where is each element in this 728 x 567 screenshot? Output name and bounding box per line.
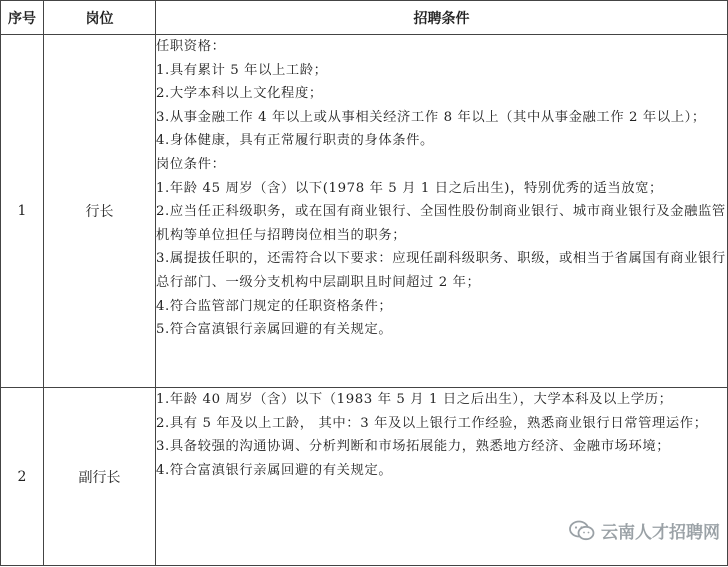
requirement-line: 2.应当任正科级职务，或在国有商业银行、全国性股份制商业银行、城市商业银行及金融监管机构等单位担任与招聘岗位相当的职务；: [156, 204, 726, 243]
wechat-icon: [569, 520, 595, 542]
requirement-line: 4.符合富滇银行亲属回避的有关规定。: [156, 462, 393, 478]
watermark-text: 云南人才招聘网: [601, 523, 720, 543]
row-position: 行长: [44, 35, 156, 388]
table-row: [1, 35, 728, 388]
requirement-line: 岗位条件：: [156, 156, 226, 172]
table-header-row: [1, 1, 728, 35]
requirement-line: 4.身体健康，具有正常履行职责的身体条件。: [156, 133, 434, 149]
requirement-line: 4.符合监管部门规定的任职资格条件；: [156, 298, 393, 314]
watermark: [569, 518, 720, 543]
header-num: 序号: [1, 1, 44, 35]
requirement-line: 3.具备较强的沟通协调、分析判断和市场拓展能力，熟悉地方经济、金融市场环境；: [156, 439, 671, 455]
requirement-line: 2.具有 5 年及以上工龄， 其中：3 年及以上银行工作经验，熟悉商业银行日常管理运作；: [156, 415, 708, 431]
requirement-line: 3.属提拔任职的，还需符合以下要求：应现任副科级职务、职级，或相当于省属国有商业银行总行部门、一级分支机构中层副职且时间超过 2 年；: [156, 251, 726, 290]
row-num: 1: [1, 35, 44, 388]
requirement-line: 3.从事金融工作 4 年以上或从事相关经济工作 8 年以上（其中从事金融工作 2 年以上）；: [156, 109, 706, 125]
requirement-line: 任职资格：: [156, 39, 226, 54]
row-requirements: [156, 35, 728, 388]
requirement-line: 5.符合富滇银行亲属回避的有关规定。: [156, 322, 393, 338]
header-position: 岗位: [44, 1, 156, 35]
header-requirements: 招聘条件: [156, 1, 728, 35]
requirement-line: 1.年龄 45 周岁（含）以下(1978 年 5 月 1 日之后出生)，特别优秀的适当放宽；: [156, 180, 663, 196]
row-position: 副行长: [44, 388, 156, 566]
row-num: 2: [1, 388, 44, 566]
requirement-line: 1.具有累计 5 年以上工龄；: [156, 62, 328, 78]
requirement-line: 1.年龄 40 周岁（含）以下（1983 年 5 月 1 日之后出生），大学本科及以上学历；: [156, 392, 673, 407]
requirement-line: 2.大学本科以上文化程度；: [156, 86, 323, 102]
